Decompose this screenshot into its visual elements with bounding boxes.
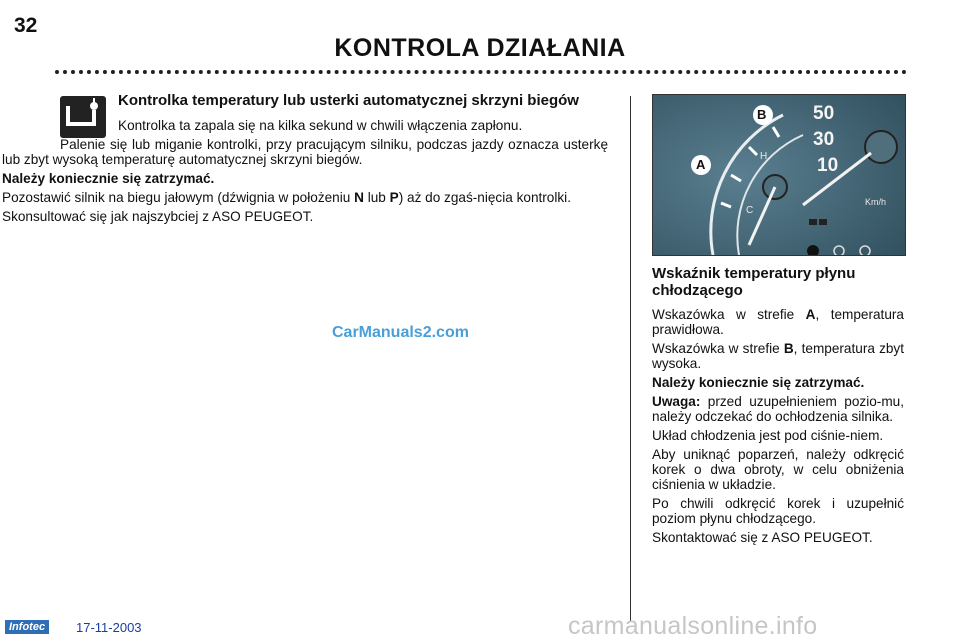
paragraph: Aby uniknąć poparzeń, należy odkręcić korek o dwa obroty, w celu obniżenia ciśnienia w układzie. [652,447,904,492]
paragraph [652,307,904,337]
left-column [2,92,608,228]
gauge-unit-label: Km/h [865,197,887,207]
section-heading: Wskaźnik temperatury płynu chłodzącego [652,265,856,299]
text-fragment: Wskazówka w strefie [652,341,784,356]
paragraph: Układ chłodzenia jest pod ciśnie-niem. [652,428,884,443]
warning-text: Należy koniecznie się zatrzymać. [652,375,865,390]
paragraph: Palenie się lub miganie kontrolki, przy pracującym silniku, podczas jazdy oznacza usterkę lub zbyt wysoką temperaturę automatycznej skrzyni biegów. [2,137,608,167]
gauge-c-label: C [746,205,754,216]
page-number: 32 [14,14,38,37]
gauge-marker-b: B [757,107,767,122]
gear-n-label: N [354,190,364,205]
column-divider [630,96,631,621]
warning-text: Należy koniecznie się zatrzymać. [2,171,215,186]
paragraph [652,394,904,424]
paragraph: Skonsultować się jak najszybciej z ASO PEUGEOT. [2,209,314,224]
paragraph: Po chwili odkręcić korek i uzupełnić poziom płynu chłodzącego. [652,496,904,526]
section-heading: Kontrolka temperatury lub usterki automatycznej skrzyni biegów [118,92,579,109]
text-fragment: , temperatura zbyt wysoka. [652,341,904,371]
temperature-gauge-illustration [652,94,906,256]
gauge-speed-label: 30 [813,129,835,150]
text-fragment: , temperatura prawidłowa. [652,307,904,337]
paragraph: Skontaktować się z ASO PEUGEOT. [652,530,873,545]
site-watermark: CarManuals2.com [332,324,469,341]
page-title: KONTROLA DZIAŁANIA [334,34,626,62]
note-label: Uwaga: [652,394,701,409]
text-fragment: przed uzupełnieniem pozio-mu, należy odczekać do ochłodzenia silnika. [652,394,904,424]
paragraph [2,190,608,205]
footer-date: 17-11-2003 [76,620,142,635]
gauge-h-label: H [760,151,768,162]
gear-p-label: P [389,190,399,205]
text-fragment: ) aż do zgaś-nięcia kontrolki. [398,190,571,205]
zone-b-label: B [783,341,794,356]
infotec-logo: Infotec [5,620,49,634]
paragraph: Kontrolka ta zapala się na kilka sekund w chwili włączenia zapłonu. [118,118,523,133]
title-divider [55,70,907,74]
gauge-speed-label: 10 [817,155,839,176]
zone-a-label: A [805,307,816,322]
footer-watermark: carmanualsonline.info [568,612,818,640]
text-fragment: Wskazówka w strefie [652,307,806,322]
gauge-marker-a: A [696,157,706,172]
paragraph [652,341,904,371]
text-fragment: Pozostawić silnik na biegu jałowym (dźwignia w położeniu [2,190,355,205]
gauge-speed-label: 50 [813,103,835,124]
right-column [652,265,904,549]
text-fragment: lub [363,190,390,205]
